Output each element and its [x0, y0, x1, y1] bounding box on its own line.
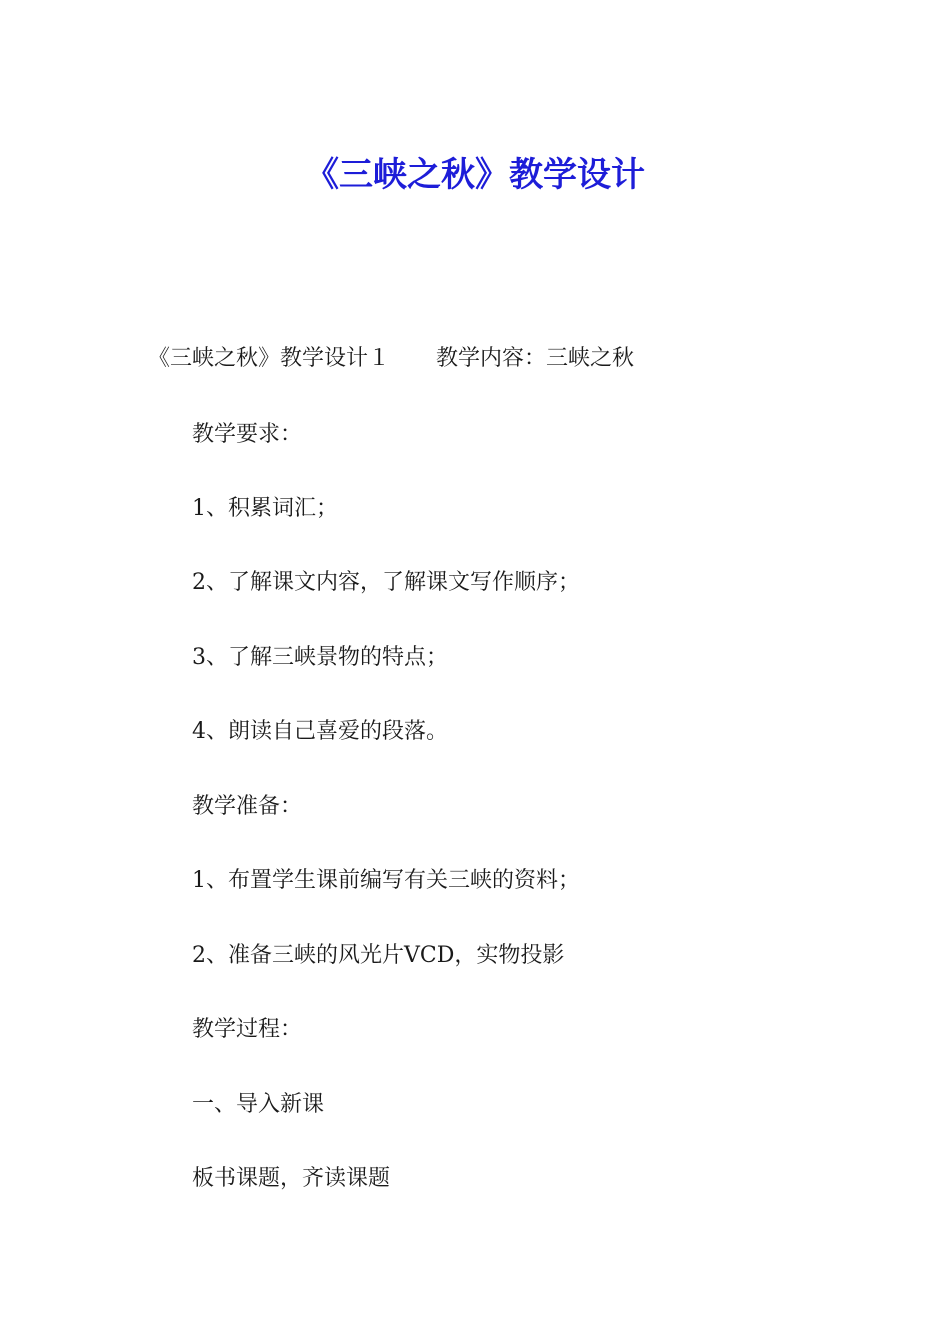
paragraph-process-heading: 教学过程：	[192, 1017, 303, 1042]
paragraph-preparation-2: 2、准备三峡的风光片VCD，实物投影	[192, 943, 565, 968]
paragraph-requirement-1: 1、积累词汇；	[192, 496, 338, 521]
document-title: 《三峡之秋》教学设计	[305, 154, 645, 195]
first-line	[148, 344, 634, 374]
paragraph-requirement-4: 4、朗读自己喜爱的段落。	[192, 719, 448, 744]
section-heading: 《三峡之秋》教学设计１	[148, 346, 391, 371]
paragraph-process-step-1-detail: 板书课题，齐读课题	[192, 1166, 391, 1191]
paragraph-preparation-heading: 教学准备：	[192, 794, 303, 819]
paragraph-requirements-heading: 教学要求：	[192, 422, 303, 447]
paragraph-requirement-2: 2、了解课文内容，了解课文写作顺序；	[192, 570, 580, 595]
paragraph-process-step-1: 一、导入新课	[192, 1092, 325, 1117]
paragraph-requirement-3: 3、了解三峡景物的特点；	[192, 645, 448, 670]
teaching-content: 教学内容：三峡之秋	[436, 346, 635, 371]
paragraph-preparation-1: 1、布置学生课前编写有关三峡的资料；	[192, 868, 580, 893]
